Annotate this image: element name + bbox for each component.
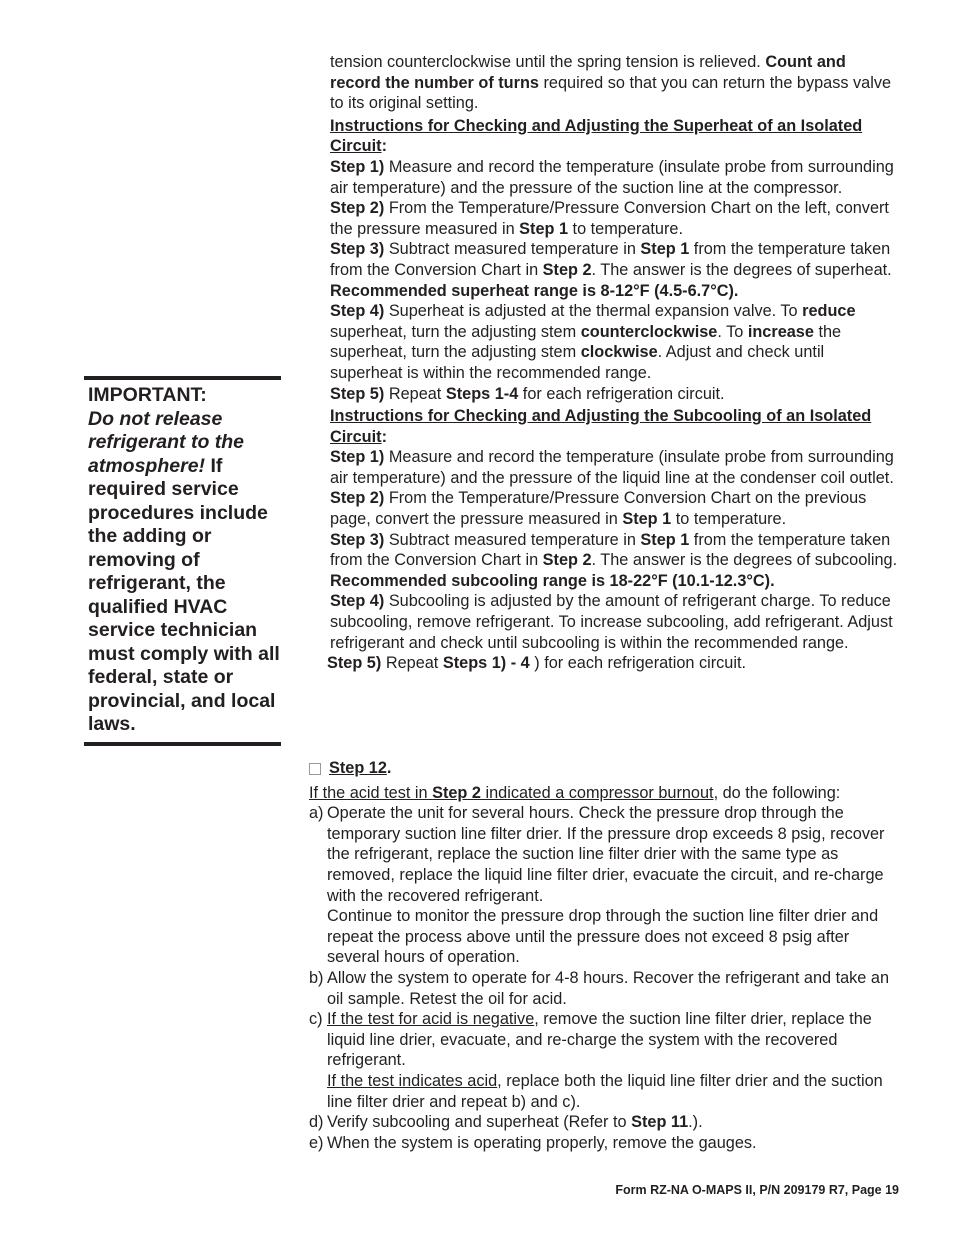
step-12-item-d: d) Verify subcooling and superheat (Refer to Step 11.). bbox=[309, 1113, 703, 1132]
page-footer: Form RZ-NA O-MAPS II, P/N 209179 R7, Page 19 bbox=[615, 1183, 899, 1197]
subcooling-step-4: Step 4) Subcooling is adjusted by the amount of refrigerant charge. To reduce subcooling, remove refrigerant. To increase subcooling, add refrigerant. Adjust refrigerant and check until subcooling is within the recommended range. bbox=[330, 592, 893, 652]
subcooling-heading: Instructions for Checking and Adjusting the Subcooling of an Isolated Circuit: bbox=[330, 407, 872, 446]
subcooling-step-3: Step 3) Subtract measured temperature in Step 1 from the temperature taken from the Conversion Chart in Step 2. The answer is the degrees of subcooling. Recommended subcooling range is 18-22°F (10.1-12.3°C). bbox=[330, 530, 898, 590]
superheat-step-3: Step 3) Subtract measured temperature in Step 1 from the temperature taken from the Conversion Chart in Step 2. The answer is the degrees of superheat. Recommended superheat range is 8-12°F (4.5-6.7°C). bbox=[330, 240, 892, 300]
important-heading: IMPORTANT: bbox=[88, 384, 207, 406]
bypass-intro: tension counterclockwise until the spring tension is relieved. Count and record the number of turns required so that you can return the bypass valve to its original setting. bbox=[330, 53, 892, 113]
superheat-step-2: Step 2) From the Temperature/Pressure Conversion Chart on the left, convert the pressure measured in Step 1 to temperature. bbox=[330, 199, 889, 238]
superheat-step-5: Step 5) Repeat Steps 1-4 for each refrigeration circuit. bbox=[330, 384, 725, 403]
step-12-item-c: c) If the test for acid is negative, remove the suction line filter drier, replace the liquid line drier, evacuate, and re-charge the system with the recovered refrigerant. If the test indicates acid, replace both the liquid line filter drier and the suction line filter drier and repeat b) and c). bbox=[309, 1010, 883, 1111]
superheat-subcooling-section bbox=[327, 52, 898, 674]
step-12-item-e: e) When the system is operating properly, remove the gauges. bbox=[309, 1133, 757, 1152]
important-warning: Do not release refrigerant to the atmosphere! If required service procedures include the adding or removing of refrigerant, the qualified HVAC service technician must comply with all federal, state or provincial, and local laws. bbox=[88, 407, 280, 735]
superheat-step-1: Step 1) Measure and record the temperature (insulate probe from surrounding air temperature) and the pressure of the suction line at the compressor. bbox=[330, 157, 894, 197]
subcooling-step-2: Step 2) From the Temperature/Pressure Conversion Chart on the previous page, convert the pressure measured in Step 1 to temperature. bbox=[330, 489, 867, 529]
superheat-heading: Instructions for Checking and Adjusting the Superheat of an Isolated Circuit: bbox=[330, 116, 863, 156]
important-callout bbox=[84, 376, 281, 746]
subcooling-step-1: Step 1) Measure and record the temperature (insulate probe from surrounding air temperature) and the pressure of the liquid line at the condenser coil outlet. bbox=[330, 448, 894, 487]
checkbox[interactable] bbox=[309, 763, 321, 775]
step-12-section bbox=[309, 758, 899, 1153]
step-12-item-b: b) Allow the system to operate for 4-8 hours. Recover the refrigerant and take an oil sample. Retest the oil for acid. bbox=[309, 968, 889, 1008]
step-12-title: Step 12. bbox=[309, 758, 899, 779]
step-12-intro: If the acid test in Step 2 indicated a compressor burnout, do the following: bbox=[309, 783, 841, 802]
superheat-step-4: Step 4) Superheat is adjusted at the thermal expansion valve. To reduce superheat, turn the adjusting stem counterclockwise. To increase the superheat, turn the adjusting stem clockwise. Adjust and check until superheat is within the recommended range. bbox=[330, 302, 856, 382]
step-12-item-a: a) Operate the unit for several hours. Check the pressure drop through the temporary suction line filter drier. If the pressure drop exceeds 8 psig, recover the refrigerant, replace the suction line filter drier with the same type as removed, replace the liquid line filter drier, evacuate the circuit, and re-charge with the recovered refrigerant. Continue to monitor the pressure drop through the suction line filter drier and repeat the process above until the pressure does not exceed 8 psig after several hours of operation. bbox=[309, 804, 885, 967]
subcooling-step-5: Step 5) Repeat Steps 1) - 4 ) for each refrigeration circuit. bbox=[327, 654, 746, 673]
